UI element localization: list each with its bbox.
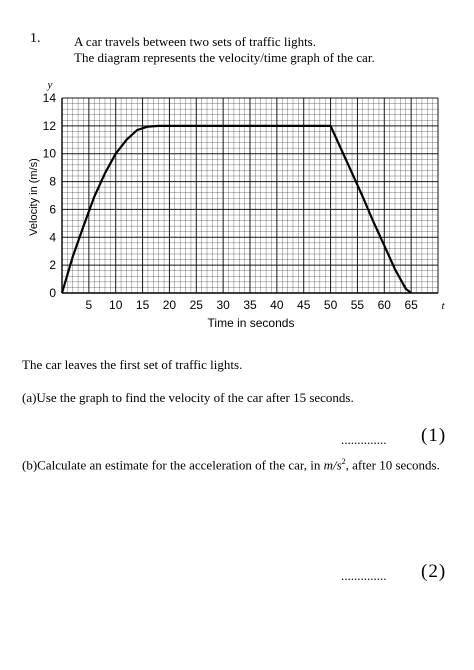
y-tick-label: 2 xyxy=(49,258,56,273)
acceleration-unit: m/s xyxy=(323,457,342,473)
x-tick-label: 45 xyxy=(297,298,311,312)
y-tick-label: 0 xyxy=(49,286,56,300)
question-intro-line-2: The diagram represents the velocity/time graph of the car. xyxy=(74,50,375,65)
x-tick-label: 40 xyxy=(270,298,284,312)
y-tick-label: 14 xyxy=(42,91,56,105)
x-tick-label: 10 xyxy=(109,298,123,312)
statement-leaves: The car leaves the first set of traffic lights. xyxy=(22,357,243,372)
x-tick-label: 5 xyxy=(85,298,93,312)
x-tick-label: 50 xyxy=(323,298,338,312)
x-tick-label: 65 xyxy=(404,298,418,312)
y-tick-label: 12 xyxy=(42,118,56,133)
x-tick-label: 60 xyxy=(377,298,391,312)
answer-a-line: .............. xyxy=(341,432,387,447)
x-tick-label: 35 xyxy=(243,298,257,312)
y-tick-label: 4 xyxy=(49,230,56,245)
x-tick-label: 30 xyxy=(216,298,230,312)
question-b-text: (b)Calculate an estimate for the acceleration of the car, in xyxy=(22,457,324,473)
x-axis-letter: t xyxy=(441,300,445,312)
marks-b: (2) xyxy=(421,561,447,582)
y-tick-label: 6 xyxy=(49,202,56,217)
y-axis-label: Velocity in (m/s) xyxy=(28,158,40,236)
x-tick-label: 55 xyxy=(350,298,365,312)
x-axis-label: Time in seconds xyxy=(207,316,295,330)
question-b xyxy=(22,457,440,473)
axis-tick-labels xyxy=(43,91,418,312)
x-tick-label: 25 xyxy=(189,298,203,312)
answer-b-line: .............. xyxy=(341,568,387,583)
y-tick-label: 8 xyxy=(49,174,56,189)
y-axis-letter: y xyxy=(47,79,53,91)
marks-a: (1) xyxy=(421,425,447,446)
major-gridlines xyxy=(62,98,438,293)
x-tick-label: 15 xyxy=(135,298,150,312)
question-a: (a)Use the graph to find the velocity of the car after 15 seconds. xyxy=(22,390,354,405)
question-intro-line-1: A car travels between two sets of traffic lights. xyxy=(74,34,316,49)
question-number: 1. xyxy=(30,31,41,46)
x-tick-label: 20 xyxy=(162,298,177,312)
y-tick-label: 10 xyxy=(42,146,56,161)
unit-exponent: 2 xyxy=(341,457,346,466)
question-b-text-end: , after 10 seconds. xyxy=(345,457,440,473)
